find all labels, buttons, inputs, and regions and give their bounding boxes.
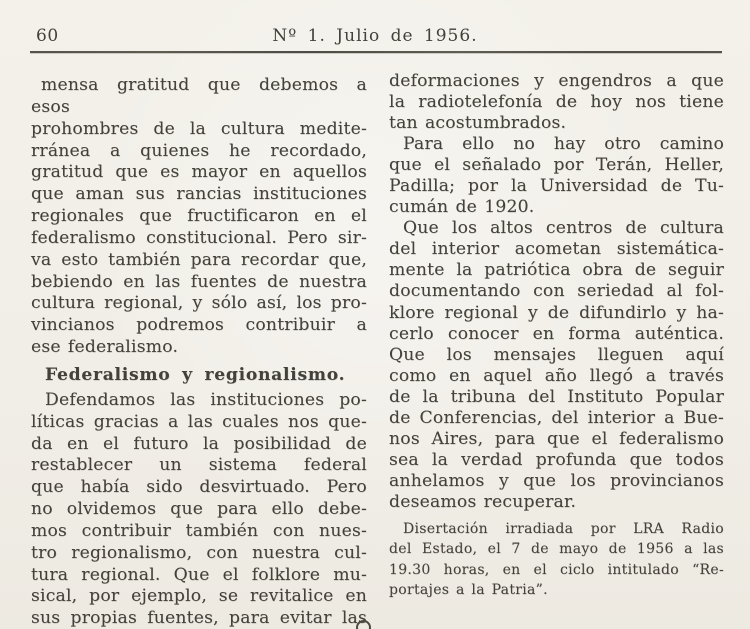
text-line: restablecer un sistema federal [31,455,367,476]
text-line: bebiendo en las fuentes de nuestra [31,271,367,292]
text-line: como en aquel año llegó a través [389,365,724,386]
text-line: regionales que fructificaron en el [31,206,367,227]
text-line: gratitud que es mayor en aquellos [31,162,367,183]
text-line: sea la verdad profunda que todos [389,449,724,470]
text-line: nos Aires, para que el federalismo [389,428,724,449]
text-line: Para ello no hay otro camino [403,134,724,155]
text-line: cumán de 1920. [389,197,535,218]
page-number: 60 [36,26,59,46]
text-line: mos contribuir también con nues- [31,520,367,541]
left-column [31,75,367,629]
issue-title: Nº 1. Julio de 1956. [272,26,478,46]
text-line: klore regional y de difundirlo y ha- [389,302,724,323]
text-line: mensa gratitud que debemos a esos [31,75,367,117]
text-line: rránea a quienes he recordado, [31,140,367,161]
text-line: de la tribuna del Instituto Popular [389,386,724,407]
text-line: Que los altos centros de cultura [403,218,724,239]
text-line: ese federalismo. [31,337,179,358]
text-line: de Conferencias, del interior a Bue- [389,407,724,428]
text-line: sus propias fuentes, para evitar las [31,608,367,629]
text-line: no olvidemos que para ello debe- [31,499,367,520]
text-line: va esto también para recordar que, [31,249,367,270]
right-column [389,71,724,601]
text-line: mente la patriótica obra de seguir [389,260,724,281]
section-heading: Federalismo y regionalismo. [45,364,346,385]
text-line: cerlo conocer en forma auténtica. [389,323,724,344]
footnote-line: Disertación irradiada por LRA Radio [403,520,724,537]
text-line: da en el futuro la posibilidad de [31,433,367,454]
text-line: documentando con seriedad al fol- [389,281,724,302]
text-line: tura regional. Que el folklore mu- [31,564,367,585]
text-line: vincianos podremos contribuir a [31,315,367,336]
text-line: cultura regional, y sólo así, los pro- [31,293,367,314]
text-line: deseamos recuperar. [389,491,577,512]
text-line: federalismo constitucional. Pero sir- [31,227,367,248]
page-ornament-circle [356,620,371,629]
footnote-line: portajes a la Patria”. [389,582,548,599]
text-line: tan acostumbrados. [389,113,567,134]
text-line: que el señalado por Terán, Heller, [389,155,724,176]
text-line: del interior acometan sistemática- [389,239,724,260]
text-line: la radiotelefonía de hoy nos tiene [389,92,724,113]
text-line: anhelamos y que los provincianos [389,470,724,491]
text-line: tro regionalismo, con nuestra cul- [31,542,367,563]
footnote-line: 19.30 horas, en el ciclo intitulado “Re- [389,561,724,578]
text-line: que había sido desvirtuado. Pero [31,477,367,498]
text-line: Que los mensajes lleguen aquí [389,344,724,365]
text-line: Padilla; por la Universidad de Tu- [389,176,724,197]
text-line: líticas gracias a las cuales nos que- [31,411,367,432]
text-line: sical, por ejemplo, se revitalice en [31,586,367,607]
text-line: que aman sus rancias instituciones [31,184,367,205]
header-rule [30,51,722,53]
text-line: Defendamos las instituciones po- [45,389,367,410]
text-line: deformaciones y engendros a que [389,71,724,91]
footnote-line: del Estado, el 7 de mayo de 1956 a las [389,541,724,558]
text-line: prohombres de la cultura medite- [31,118,367,139]
